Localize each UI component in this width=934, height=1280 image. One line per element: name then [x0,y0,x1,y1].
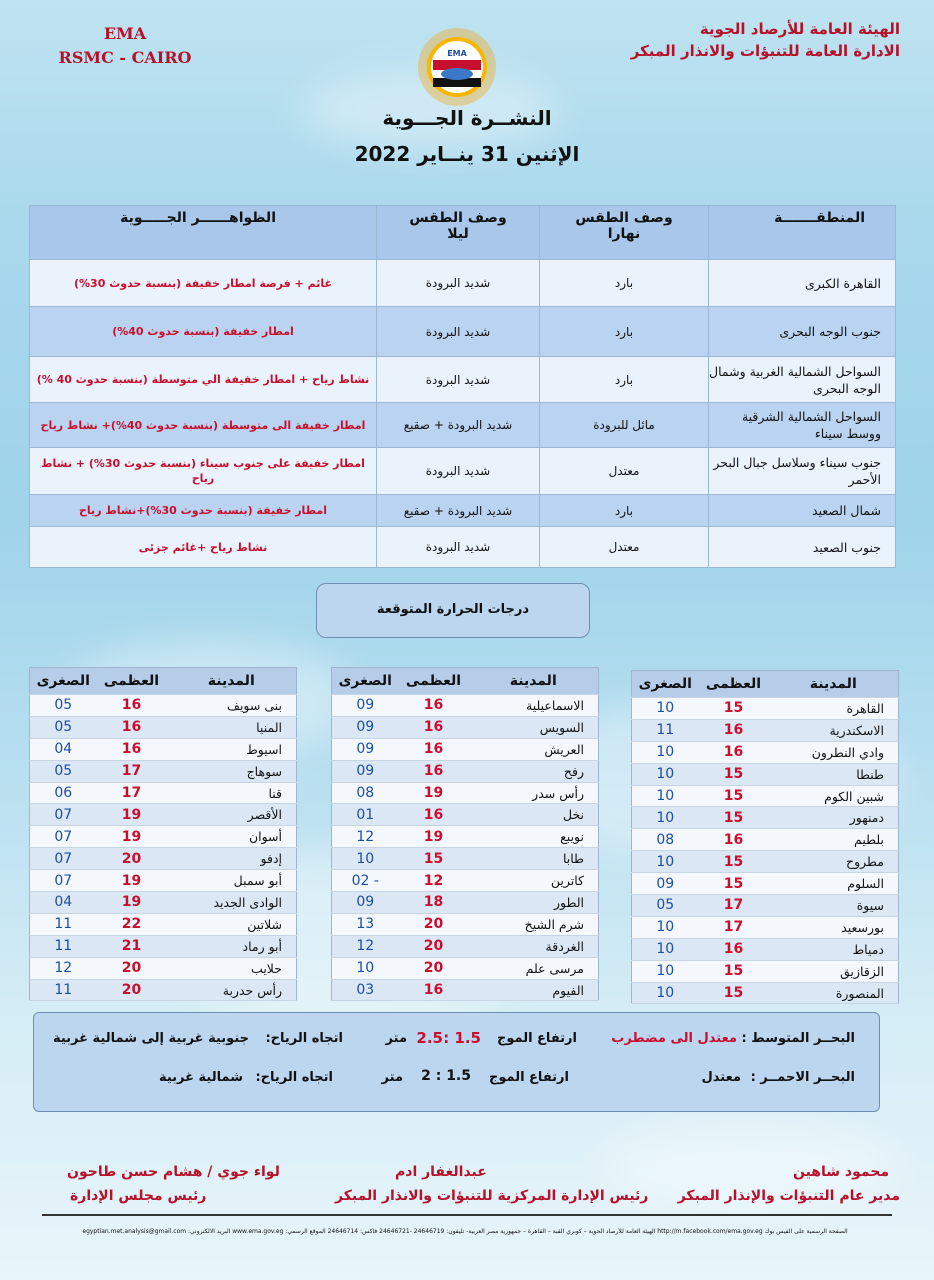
city-row [332,782,599,804]
max-temp: 19 [97,892,167,914]
min-temp: 05 [30,760,97,782]
max-temp: 15 [699,851,769,873]
city-name: شرم الشيخ [469,913,599,935]
city-name: مرسى علم [469,957,599,979]
min-temp: 10 [632,916,699,938]
region-cell: جنوب الوجه البحرى [709,307,896,357]
logo-text: EMA [447,49,467,58]
city-row [632,851,899,873]
header-en [40,22,210,70]
min-temp: 11 [30,979,97,1001]
med-wind-label: اتجاه الرياح: [265,1031,343,1046]
city-row [332,957,599,979]
max-temp: 12 [399,870,469,892]
max-temp: 15 [399,848,469,870]
city-row [332,979,599,1001]
night-cell: شديد البرودة [377,448,540,495]
region-cell: شمال الصعيد [709,495,896,527]
city-name: رأس حدربة [167,979,297,1001]
weather-row [30,495,896,527]
city-row [30,695,297,717]
max-temp: 16 [699,938,769,960]
red-wave-value: 1.5 : 2 [421,1068,471,1084]
city-name: قنا [167,782,297,804]
city-name: أبو سمبل [167,870,297,892]
city-name: الطور [469,892,599,914]
max-temp: 16 [399,738,469,760]
header-ar-line1: الهيئة العامة للأرصاد الجوية [699,20,900,38]
city-name: نخل [469,804,599,826]
min-temp: 05 [30,716,97,738]
min-temp: 01 [332,804,399,826]
city-name: الوادى الجديد [167,892,297,914]
city-row [632,960,899,982]
city-row [30,826,297,848]
max-temp: 20 [97,957,167,979]
city-row [632,763,899,785]
city-row [332,913,599,935]
max-temp: 17 [699,916,769,938]
city-name: مطروح [769,851,899,873]
min-temp: 04 [30,738,97,760]
max-temp: 16 [97,716,167,738]
city-name: سوهاج [167,760,297,782]
sig3-name: لواء جوي / هشام حسن طاحون [67,1164,280,1180]
min-temp: 10 [632,698,699,720]
day-cell: بارد [540,260,709,307]
col-night: وصف الطقس ليلا [377,206,540,260]
weather-row [30,448,896,495]
th-min: الصغرى [332,668,399,695]
night-cell: شديد البرودة [377,260,540,307]
night-cell: شديد البرودة + صقيع [377,495,540,527]
min-temp: 05 [632,895,699,917]
max-temp: 16 [699,829,769,851]
max-temp: 16 [399,760,469,782]
weather-row [30,307,896,357]
city-name: دمنهور [769,807,899,829]
day-cell: بارد [540,495,709,527]
th-city: المدينة [769,671,899,698]
max-temp: 16 [399,804,469,826]
city-name: أبو رماد [167,935,297,957]
med-wave-label: ارتفاع الموج [496,1031,577,1046]
max-temp: 19 [399,782,469,804]
min-temp: 12 [30,957,97,979]
min-temp: 09 [632,873,699,895]
city-row [30,848,297,870]
city-row [30,935,297,957]
max-temp: 20 [399,913,469,935]
phenomena-cell: امطار خفيفة (بنسبة حدوث 30%)+نشاط رياح [30,495,377,527]
min-temp: 10 [632,851,699,873]
city-name: شلاتين [167,913,297,935]
red-wave-label: ارتفاع الموج [488,1070,569,1085]
city-row [30,760,297,782]
city-name: طنطا [769,763,899,785]
day-cell: معتدل [540,448,709,495]
max-temp: 19 [399,826,469,848]
th-max: العظمى [97,668,167,695]
city-row [332,760,599,782]
footer-contact: الصفحة الرسمية على الفيس بوك http://m.facebook.com/ema.gov.eg الهيئة العامة للأرصاد الجوية – كوبري القبة – القاهرة – جمهورية مصر العربية- تليفون: 24646719 -24646721 فاكس: 24646714 الموقع الرسمي: www.ema.gov.eg البريد الالكتروني: egyptian.met.analysis@gmail.com [82,1228,848,1235]
city-row [30,738,297,760]
min-temp: 10 [632,938,699,960]
min-temp: 07 [30,848,97,870]
max-temp: 16 [399,695,469,717]
th-max: العظمى [699,671,769,698]
city-name: رفح [469,760,599,782]
max-temp: 22 [97,913,167,935]
max-temp: 15 [699,982,769,1004]
min-temp: 10 [332,957,399,979]
city-row [332,870,599,892]
weather-row [30,260,896,307]
city-row [30,782,297,804]
city-row [632,916,899,938]
min-temp: 05 [30,695,97,717]
min-temp: 10 [632,785,699,807]
max-temp: 17 [97,760,167,782]
day-cell: معتدل [540,527,709,568]
city-name: وادي النطرون [769,741,899,763]
footer-divider [42,1214,892,1216]
min-temp: 11 [632,719,699,741]
weather-row [30,357,896,403]
city-name: الاسكندرية [769,719,899,741]
min-temp: 07 [30,826,97,848]
region-cell: جنوب سيناء وسلاسل جبال البحر الأحمر [709,448,896,495]
temps-title: درجات الحرارة المتوقعة [316,583,590,638]
col-phenomena: الظواهــــــر الجـــــوية [30,206,377,260]
temp-table-3 [29,667,297,1001]
phenomena-cell: نشاط رياح + امطار خفيفة الي متوسطة (بنسبة حدوث 40 %) [30,357,377,403]
max-temp: 16 [699,741,769,763]
max-temp: 16 [97,695,167,717]
min-temp: 09 [332,738,399,760]
city-name: الزقازيق [769,960,899,982]
th-min: الصغرى [632,671,699,698]
city-row [632,698,899,720]
weather-table [29,205,896,568]
city-name: كاترين [469,870,599,892]
city-row [632,982,899,1004]
city-row [30,716,297,738]
ema-logo [416,26,498,108]
city-name: الاسماعيلية [469,695,599,717]
city-name: دمياط [769,938,899,960]
city-row [30,870,297,892]
city-name: العريش [469,738,599,760]
city-row [30,979,297,1001]
max-temp: 19 [97,826,167,848]
max-temp: 21 [97,935,167,957]
min-temp: 10 [632,960,699,982]
region-cell: السواحل الشمالية الشرقية ووسط سيناء [709,403,896,448]
city-row [332,826,599,848]
city-row [332,716,599,738]
min-temp: 09 [332,892,399,914]
th-max: العظمى [399,668,469,695]
header-ar-line2: الادارة العامة للتنبؤات والانذار المبكر [630,42,900,60]
city-row [30,957,297,979]
max-temp: 16 [399,979,469,1001]
phenomena-cell: امطار خفيفة الى متوسطة (بنسبة حدوث 40%)+ نشاط رياح [30,403,377,448]
med-wave-a: 1.5 : [443,1029,481,1047]
city-name: بلطيم [769,829,899,851]
city-name: الغردقة [469,935,599,957]
region-cell: السواحل الشمالية الغربية وشمال الوجه البحرى [709,357,896,403]
city-row [632,741,899,763]
max-temp: 17 [97,782,167,804]
phenomena-cell: غائم + فرصة امطار خفيفة (بنسبة حدوث 30%) [30,260,377,307]
min-temp: 08 [332,782,399,804]
phenomena-cell: امطار خفيفة (بنسبة حدوث 40%) [30,307,377,357]
city-name: إدفو [167,848,297,870]
city-name: الفيوم [469,979,599,1001]
red-sea-label: البحــر الاحمــر : [750,1070,855,1085]
city-row [632,895,899,917]
red-wind-dir: شمالية غربية [158,1070,243,1085]
temp-table-2 [331,667,599,1001]
max-temp: 16 [399,716,469,738]
city-row [632,873,899,895]
red-sea-state: معتدل [701,1070,741,1085]
city-name: السويس [469,716,599,738]
city-name: المنيا [167,716,297,738]
min-temp: 11 [30,913,97,935]
med-wave-b: 2.5 [416,1029,443,1047]
city-row [632,829,899,851]
city-name: اسيوط [167,738,297,760]
city-row [332,935,599,957]
max-temp: 15 [699,785,769,807]
max-temp: 18 [399,892,469,914]
min-temp: 10 [632,807,699,829]
red-wind-label: اتجاه الرياح: [255,1070,333,1085]
min-temp: 09 [332,695,399,717]
night-cell: شديد البرودة + صقيع [377,403,540,448]
city-name: بنى سويف [167,695,297,717]
city-row [30,913,297,935]
night-cell: شديد البرودة [377,307,540,357]
city-row [632,719,899,741]
night-cell: شديد البرودة [377,357,540,403]
min-temp: 13 [332,913,399,935]
sig1-name: محمود شاهين [792,1164,889,1180]
min-temp: - 02 [332,870,399,892]
min-temp: 07 [30,870,97,892]
weather-row [30,403,896,448]
city-name: القاهرة [769,698,899,720]
med-sea-state: معتدل الى مضطرب [611,1031,737,1046]
med-sea-label: البحــر المتوسط : [741,1031,855,1046]
min-temp: 06 [30,782,97,804]
city-row [332,738,599,760]
phenomena-cell: نشاط رياح +غائم جزئى [30,527,377,568]
city-name: المنصورة [769,982,899,1004]
max-temp: 15 [699,960,769,982]
min-temp: 10 [632,982,699,1004]
city-row [332,892,599,914]
night-cell: شديد البرودة [377,527,540,568]
city-name: سيوة [769,895,899,917]
min-temp: 09 [332,760,399,782]
city-name: شبين الكوم [769,785,899,807]
min-temp: 04 [30,892,97,914]
sig2-title: رئيس الإدارة المركزية للتنبؤات والانذار المبكر [335,1188,649,1204]
city-row [632,807,899,829]
max-temp: 20 [97,848,167,870]
city-name: السلوم [769,873,899,895]
max-temp: 17 [699,895,769,917]
city-row [332,804,599,826]
phenomena-cell: امطار خفيفة على جنوب سيناء (بنسبة حدوث 30%) + نشاط رياح [30,448,377,495]
min-temp: 10 [632,763,699,785]
max-temp: 19 [97,870,167,892]
col-region: المنطقـــــــة [709,206,896,260]
sig2-name: عبدالغفار ادم [395,1164,487,1180]
max-temp: 20 [97,979,167,1001]
th-city: المدينة [167,668,297,695]
max-temp: 16 [699,719,769,741]
city-name: أسوان [167,826,297,848]
region-cell: القاهرة الكبرى [709,260,896,307]
max-temp: 15 [699,763,769,785]
sig3-title: رئيس مجلس الإدارة [70,1188,207,1204]
city-name: رأس سدر [469,782,599,804]
min-temp: 08 [632,829,699,851]
max-temp: 16 [97,738,167,760]
city-row [632,938,899,960]
min-temp: 12 [332,935,399,957]
min-temp: 03 [332,979,399,1001]
header-ar [631,18,900,62]
th-min: الصغرى [30,668,97,695]
city-name: بورسعيد [769,916,899,938]
col-day: وصف الطقس نهارا [540,206,709,260]
max-temp: 19 [97,804,167,826]
city-name: الأقصر [167,804,297,826]
max-temp: 20 [399,957,469,979]
min-temp: 10 [332,848,399,870]
min-temp: 07 [30,804,97,826]
red-wave-unit: متر [381,1070,403,1085]
max-temp: 15 [699,698,769,720]
bulletin-date: الإثنين 31 ينــاير 2022 [354,142,580,166]
city-row [332,695,599,717]
city-row [30,804,297,826]
day-cell: بارد [540,307,709,357]
city-name: نويبع [469,826,599,848]
city-row [30,892,297,914]
city-row [332,848,599,870]
max-temp: 20 [399,935,469,957]
header-en-line2: RSMC - CAIRO [58,48,192,67]
max-temp: 15 [699,873,769,895]
min-temp: 12 [332,826,399,848]
temp-table-1 [631,670,899,1004]
weather-row [30,527,896,568]
med-wind-dir: جنوبية غربية إلى شمالية غربية [52,1031,249,1046]
sea-state-panel [33,1012,880,1112]
min-temp: 10 [632,741,699,763]
min-temp: 09 [332,716,399,738]
max-temp: 15 [699,807,769,829]
day-cell: مائل للبرودة [540,403,709,448]
region-cell: جنوب الصعيد [709,527,896,568]
med-wave-unit: متر [385,1031,407,1046]
city-name: طابا [469,848,599,870]
sig1-title: مدير عام التنبؤات والإنذار المبكر [677,1188,900,1204]
header-en-line1: EMA [103,24,147,43]
min-temp: 11 [30,935,97,957]
city-name: حلايب [167,957,297,979]
city-row [632,785,899,807]
th-city: المدينة [469,668,599,695]
day-cell: بارد [540,357,709,403]
bulletin-title: النشــرة الجـــوية [382,106,552,130]
